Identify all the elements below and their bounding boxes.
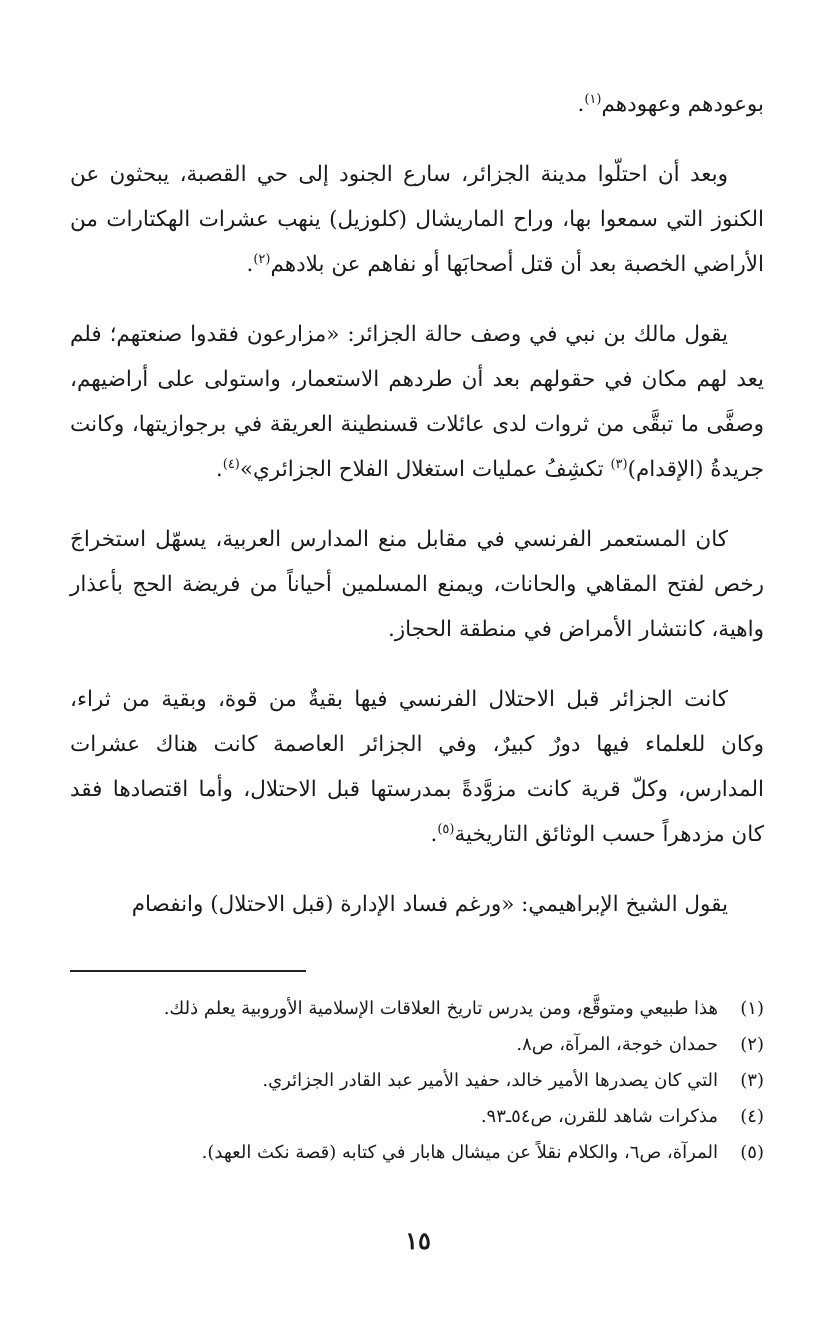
footnote-item [70, 992, 764, 1026]
paragraph-text: يقول الشيخ الإبراهيمي: «ورغم فساد الإدارة (قبل الاحتلال) وانفصام [131, 892, 728, 917]
paragraph-tail: . [215, 457, 223, 482]
paragraph-tail: . [246, 252, 254, 277]
paragraph-text: يقول مالك بن نبي في وصف حالة الجزائر: «مزارعون فقدوا صنعتهم؛ فلم يعد لهم مكان في حقولهم بعد أن طردهم الاستعمار، واستولى على أراضيهم، وصفَّى ما تبقَّى من ثروات لدى عائلات قسنطينة العريقة في برجوازيتها، وكانت جريدةُ (الإقدام) [70, 322, 764, 482]
footnote-number: (٤) [740, 1106, 764, 1127]
footnote-ref: (٣) [610, 456, 628, 472]
footnotes [70, 992, 764, 1170]
footnote-ref: (٢) [253, 251, 271, 267]
paragraph-2 [70, 152, 764, 287]
paragraph-tail: . [577, 92, 585, 117]
paragraph-text: وبعد أن احتلّوا مدينة الجزائر، سارع الجنود إلى حي القصبة، يبحثون عن الكنوز التي سمعوا بها، وراح الماريشال (كلوزيل) ينهب عشرات الهكتارات من الأراضي الخصبة بعد أن قتل أصحابَها أو نفاهم عن بلادهم [70, 162, 764, 277]
footnote-item [70, 1100, 764, 1134]
footnote-item [70, 1136, 764, 1170]
footnote-ref: (٥) [437, 821, 455, 837]
paragraph-text: بوعودهم وعهودهم [601, 92, 764, 117]
footnote-ref: (٤) [222, 456, 240, 472]
footnote-number: (٣) [740, 1070, 764, 1091]
paragraph-3 [70, 312, 764, 492]
footnote-text: التي كان يصدرها الأمير خالد، حفيد الأمير عبد القادر الجزائري. [262, 1070, 718, 1091]
paragraph-text-continued: تكشِفُ عمليات استغلال الفلاح الجزائري» [239, 457, 611, 482]
paragraph-6 [70, 882, 764, 927]
paragraph-tail: . [430, 822, 438, 847]
footnote-item [70, 1064, 764, 1098]
footnote-separator [70, 970, 306, 972]
main-text [70, 82, 764, 927]
footnote-text: المرآة، ص٦، والكلام نقلاً عن ميشال هابار في كتابه (قصة نكث العهد). [201, 1142, 718, 1163]
paragraph-5 [70, 677, 764, 857]
footnote-ref: (١) [584, 91, 602, 107]
page-number: ١٥ [405, 1226, 431, 1255]
paragraph-text: كان المستعمر الفرنسي في مقابل منع المدارس العربية، يسهّل استخراجَ رخص لفتح المقاهي والحانات، ويمنع المسلمين أحياناً من فريضة الحج بأعذار واهية، كانتشار الأمراض في منطقة الحجاز. [70, 527, 764, 642]
footnote-number: (٥) [740, 1142, 764, 1163]
paragraph-1 [70, 82, 764, 127]
paragraph-text: كانت الجزائر قبل الاحتلال الفرنسي فيها بقيةٌ من قوة، وبقية من ثراء، وكان للعلماء فيها دورٌ كبيرٌ، وفي الجزائر العاصمة كانت هناك عشرات المدارس، وكلّ قرية كانت مزوَّدةً بمدرستها قبل الاحتلال، وأما اقتصادها فقد كان مزدهراً حسب الوثائق التاريخية [70, 687, 764, 847]
footnote-number: (١) [740, 998, 764, 1019]
footnote-number: (٢) [740, 1034, 764, 1055]
footnote-item [70, 1028, 764, 1062]
paragraph-4 [70, 517, 764, 652]
footnote-text: حمدان خوجة، المرآة، ص٨. [516, 1034, 718, 1055]
footnote-text: مذكرات شاهد للقرن، ص٥٤ـ٩٣. [480, 1106, 718, 1127]
footnote-separator-wrap [70, 952, 764, 992]
footnote-text: هذا طبيعي ومتوقَّع، ومن يدرس تاريخ العلاقات الإسلامية الأوروبية يعلم ذلك. [163, 998, 718, 1019]
